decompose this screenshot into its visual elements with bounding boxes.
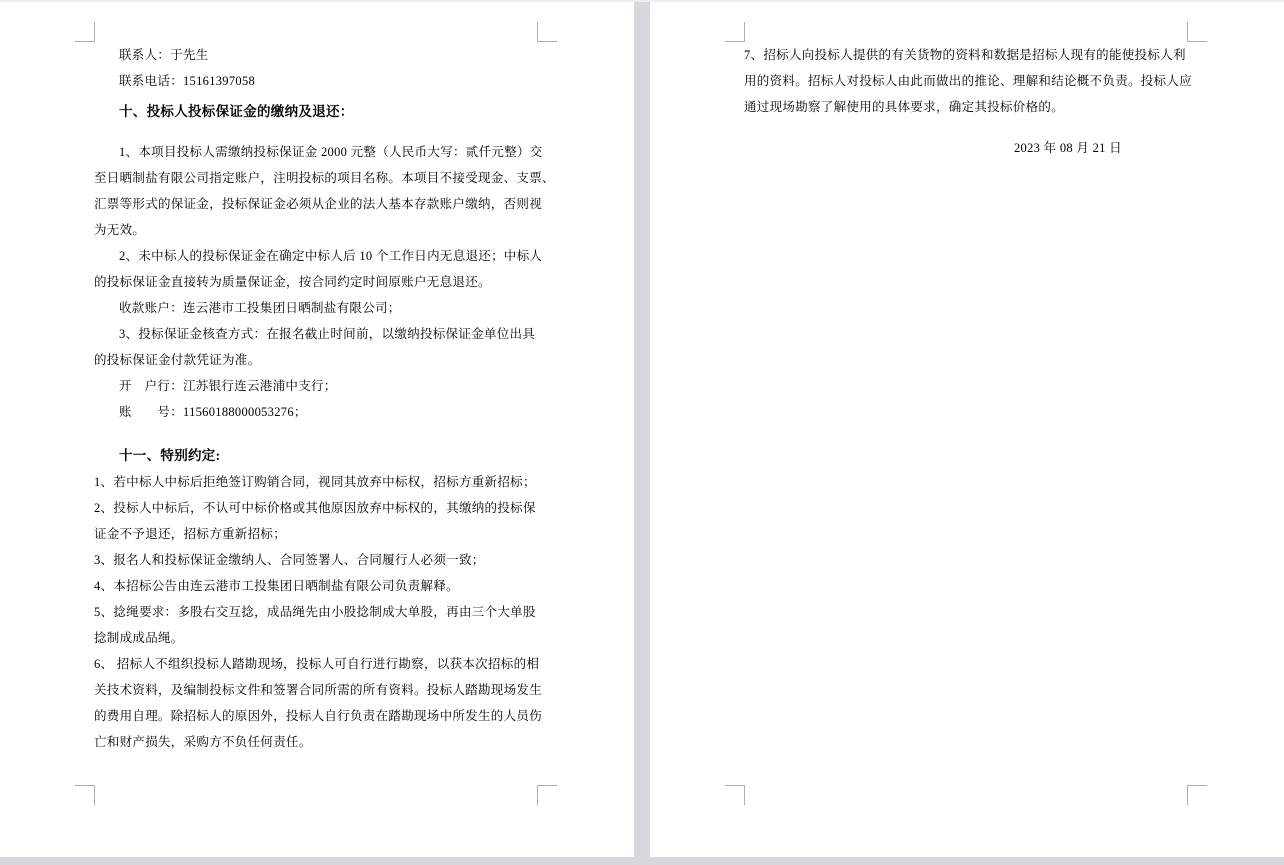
text-line: 关技术资料，及编制投标文件和签署合同所需的所有资料。投标人踏勘现场发生 [94, 683, 543, 697]
text-line: 开 户行：江苏银行连云港浦中支行； [119, 379, 337, 393]
text-line: 4、本招标公告由连云港市工投集团日晒制盐有限公司负责解释。 [94, 579, 459, 593]
text-line: 的费用自理。除招标人的原因外，投标人自行负责在踏勘现场中所发生的人员伤 [94, 709, 543, 723]
text-line: 至日晒制盐有限公司指定账户，注明投标的项目名称。本项目不接受现金、支票、 [94, 171, 555, 185]
text-line: 收款账户：连云港市工投集团日晒制盐有限公司； [119, 301, 401, 315]
text-line: 证金不予退还，招标方重新招标； [94, 527, 287, 541]
page-text-area[interactable] [744, 42, 1196, 161]
margin-crop-mark-bottom-right [1187, 785, 1207, 805]
text-line: 7、招标人向投标人提供的有关货物的资料和数据是招标人现有的能使投标人利 [744, 48, 1186, 62]
text-line [94, 425, 546, 443]
text-line: 的投标保证金付款凭证为准。 [94, 353, 261, 367]
margin-crop-mark-top-right [537, 22, 557, 42]
margin-crop-mark-bottom-right [537, 785, 557, 805]
page-text-area[interactable] [94, 42, 555, 755]
top-edge-shadow [0, 0, 1284, 2]
text-line: 账 号：11560188000053276； [119, 405, 307, 419]
margin-crop-mark-top-right [1187, 22, 1207, 42]
margin-crop-mark-bottom-left [725, 785, 745, 805]
text-line: 6、 招标人不组织投标人踏勘现场，投标人可自行进行勘察，以获本次招标的相 [94, 657, 540, 671]
text-line: 2、投标人中标后，不认可中标价格或其他原因放弃中标权的，其缴纳的投标保 [94, 501, 536, 515]
text-line: 联系人：于先生 [119, 48, 209, 62]
document-page-left [0, 0, 634, 857]
text-line: 十一、特别约定: [119, 448, 221, 463]
margin-crop-mark-top-left [725, 22, 745, 42]
text-line: 的投标保证金直接转为质量保证金，按合同约定时间原账户无息退还。 [94, 275, 491, 289]
text-line: 2、未中标人的投标保证金在确定中标人后 10 个工作日内无息退还；中标人 [119, 249, 543, 263]
text-line: 联系电话：15161397058 [119, 74, 256, 88]
text-line: 3、报名人和投标保证金缴纳人、合同签署人、合同履行人必须一致； [94, 553, 485, 567]
text-line: 汇票等形式的保证金，投标保证金必须从企业的法人基本存款账户缴纳，否则视 [94, 197, 543, 211]
text-line: 捻制成成品绳。 [94, 631, 184, 645]
text-line: 十、投标人投标保证金的缴纳及退还： [119, 104, 354, 119]
text-line: 亡和财产损失，采购方不负任何责任。 [94, 735, 312, 749]
text-line: 3、投标保证金核查方式：在报名截止时间前，以缴纳投标保证金单位出具 [119, 327, 536, 341]
text-line: 通过现场勘察了解使用的具体要求，确定其投标价格的。 [744, 100, 1065, 114]
text-line: 1、本项目投标人需缴纳投标保证金 2000 元整（人民币大写：贰仟元整）交 [119, 145, 543, 159]
document-page-right [650, 0, 1284, 857]
text-line: 5、捻绳要求：多股右交互捻，成品绳先由小股捻制成大单股，再由三个大单股 [94, 605, 536, 619]
document-date-line: 2023 年 08 月 21 日 [1014, 141, 1122, 155]
margin-crop-mark-bottom-left [75, 785, 95, 805]
margin-crop-mark-top-left [75, 22, 95, 42]
text-line: 为无效。 [94, 223, 146, 237]
text-line: 1、若中标人中标后拒绝签订购销合同，视同其放弃中标权，招标方重新招标； [94, 475, 536, 489]
text-line: 用的资料。招标人对投标人由此而做出的推论、理解和结论概不负责。投标人应 [744, 74, 1193, 88]
